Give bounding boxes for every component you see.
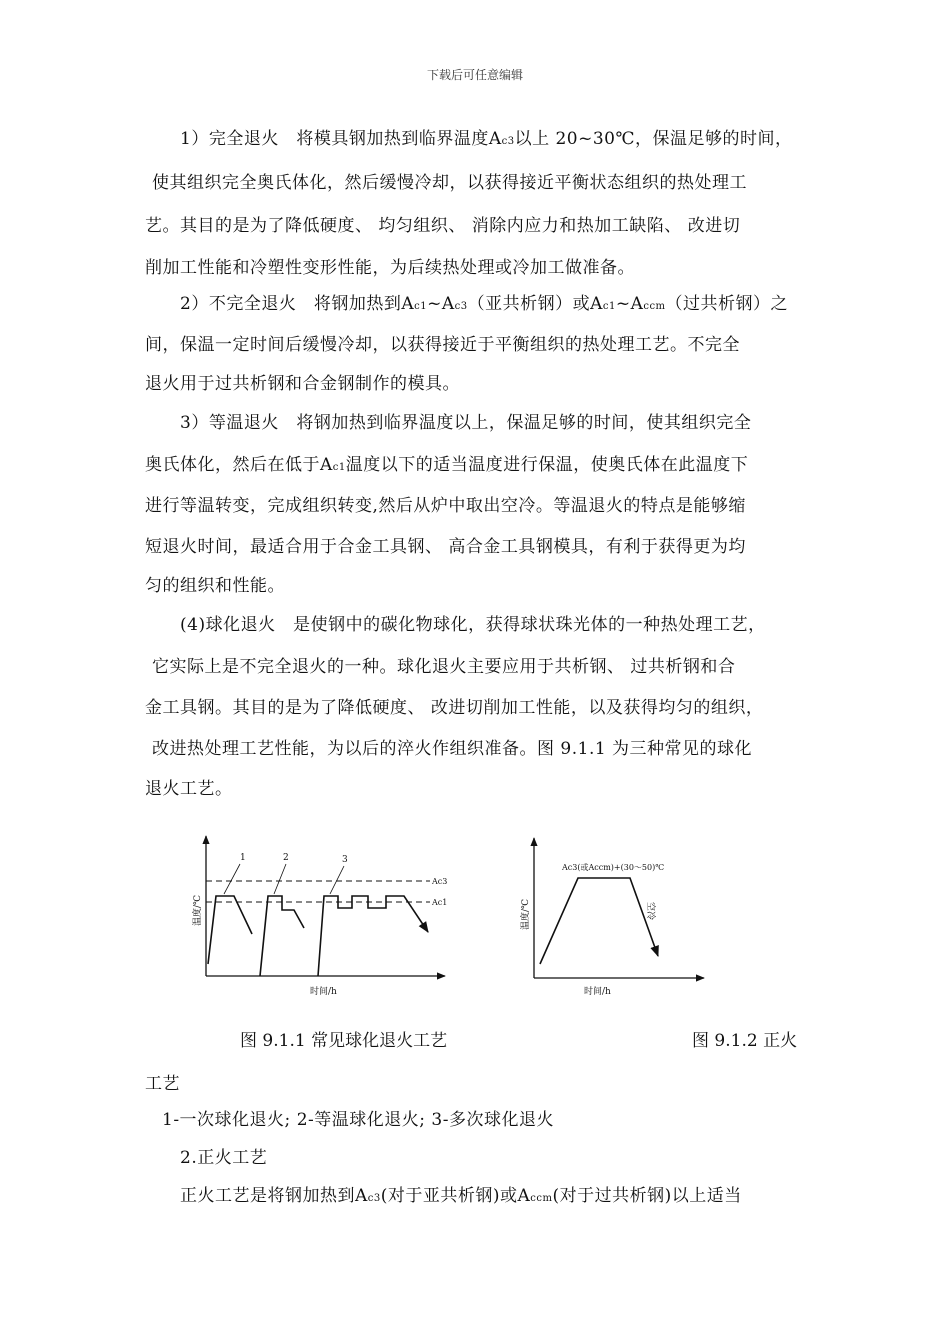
curve-label-2: 2 bbox=[283, 853, 289, 863]
paragraph-3-line-5: 匀的组织和性能。 bbox=[145, 576, 285, 596]
paragraph-4-line-2: 它实际上是不完全退火的一种。球化退火主要应用于共析钢、 过共析钢和合 bbox=[152, 657, 736, 677]
curve-label-1: 1 bbox=[240, 853, 246, 863]
curve-1 bbox=[208, 896, 252, 964]
paragraph-4-line-3: 金工具钢。其目的是为了降低硬度、 改进切削加工性能，以及获得均匀的组织， bbox=[145, 698, 764, 718]
cooling-label: 空冷 bbox=[645, 902, 655, 921]
temperature-annotation: Ac3(或Accm)+(30～50)℃ bbox=[562, 863, 665, 872]
figure-1-caption: 图 9.1.1 常见球化退火工艺 bbox=[240, 1031, 448, 1051]
figure-2-caption: 图 9.1.2 正火 bbox=[692, 1031, 798, 1051]
curve-3 bbox=[318, 896, 428, 976]
ac1-label: Ac1 bbox=[432, 898, 448, 907]
y-axis-label: 温度/℃ bbox=[193, 894, 203, 926]
x-axis-label: 时间/h bbox=[310, 987, 337, 997]
paragraph-1-line-2: 使其组织完全奥氏体化，然后缓慢冷却，以获得接近平衡状态组织的热处理工 bbox=[152, 173, 747, 193]
page-header-note: 下载后可任意编辑 bbox=[426, 68, 523, 82]
y-axis-label: 温度/℃ bbox=[521, 898, 531, 930]
figure-normalizing bbox=[518, 826, 708, 1006]
paragraph-4-line-1: (4)球化退火 是使钢中的碳化物球化，获得球状珠光体的一种热处理工艺， bbox=[180, 615, 766, 635]
curve-2 bbox=[260, 896, 304, 976]
ac3-label: Ac3 bbox=[432, 877, 448, 886]
figure-spheroidizing-annealing bbox=[190, 826, 450, 1006]
paragraph-3-line-4: 短退火时间，最适合用于合金工具钢、 高合金工具钢模具，有利于获得更为均 bbox=[145, 537, 746, 557]
paragraph-3-line-3: 进行等温转变，完成组织转变,然后从炉中取出空冷。等温退火的特点是能够缩 bbox=[145, 496, 746, 516]
figure-2-caption-continued: 工艺 bbox=[145, 1074, 180, 1094]
paragraph-4-line-5: 退火工艺。 bbox=[145, 779, 233, 799]
paragraph-3-line-2: 奥氏体化，然后在低于Ac1温度以下的适当温度进行保温，使奥氏体在此温度下 bbox=[145, 455, 749, 475]
paragraph-2-line-1: 2）不完全退火 将钢加热到Ac1~Ac3（亚共析钢）或Ac1~Accm（过共析钢）之 bbox=[180, 294, 789, 314]
paragraph-1-line-1: 1）完全退火 将模具钢加热到临界温度Ac3以上 20~30℃，保温足够的时间， bbox=[180, 129, 793, 149]
section-heading-normalizing: 2.正火工艺 bbox=[180, 1148, 268, 1168]
x-axis-label: 时间/h bbox=[584, 987, 611, 997]
paragraph-2-line-2: 间，保温一定时间后缓慢冷却，以获得接近于平衡组织的热处理工艺。不完全 bbox=[145, 335, 740, 355]
paragraph-3-line-1: 3）等温退火 将钢加热到临界温度以上，保温足够的时间，使其组织完全 bbox=[180, 413, 752, 433]
paragraph-1-line-4: 削加工性能和冷塑性变形性能，为后续热处理或冷加工做准备。 bbox=[145, 258, 635, 278]
figure-legend-line: 1-一次球化退火; 2-等温球化退火; 3-多次球化退火 bbox=[162, 1110, 554, 1130]
paragraph-2-line-3: 退火用于过共析钢和合金钢制作的模具。 bbox=[145, 374, 460, 394]
normalizing-curve bbox=[540, 878, 658, 964]
paragraph-4-line-4: 改进热处理工艺性能，为以后的淬火作组织准备。图 9.1.1 为三种常见的球化 bbox=[152, 739, 753, 759]
curve-label-3: 3 bbox=[342, 855, 348, 865]
paragraph-5-line-1: 正火工艺是将钢加热到Ac3(对于亚共析钢)或Accm(对于过共析钢)以上适当 bbox=[180, 1186, 742, 1206]
paragraph-1-line-3: 艺。其目的是为了降低硬度、 均匀组织、 消除内应力和热加工缺陷、 改进切 bbox=[145, 216, 741, 236]
